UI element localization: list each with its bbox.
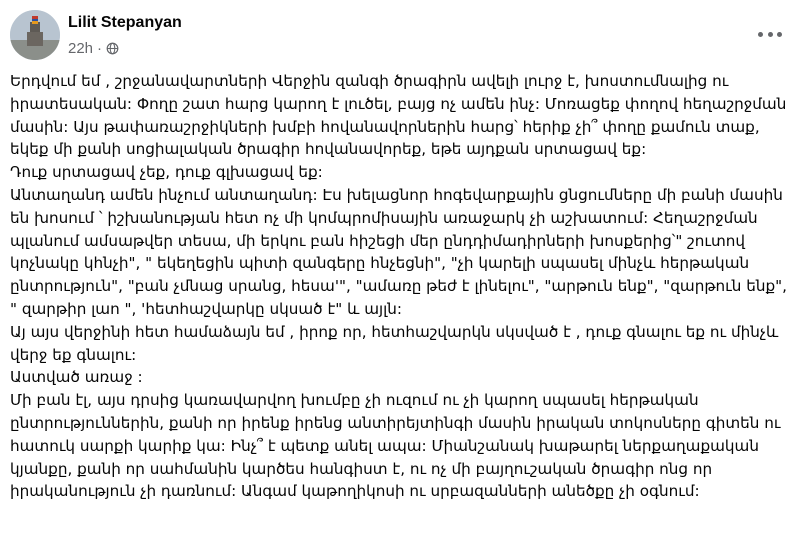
paragraph: Մի բան էլ, այս դրսից կառավարվող խումբը չի ուզում ու չի կարող սպասել հերթական ընտրություններին, քանի որ իրենք իրենց անտիրեյտինգի մասին իրական տոկոսները գիտեն ու հատուկ սարքի կարիք կա: Ինչ՞ է պետք անել ապա: Միանշանակ խաթարել ներքաղաքական կյանքը, քանի որ սահմանին կարծես հանգիստ է, ու ոչ մի բայղուշական ծրագիր ոնց որ իրականություն չի դառնում: Անգամ կաթողիկոսի ու սրբազանների անեծքը չի օգնում: [10, 391, 781, 501]
post-time[interactable]: 22h [68, 40, 94, 57]
paragraph: Անտաղանդ ամեն ինչում անտաղանդ: Էս խելացնոր հոգեվարքային ցնցումները մի բանի մասին են խոսում ՝ իշխանության հետ ոչ մի կոմպրոմիսային առաջարկ չի աշխատում: Հեղաշրջման պլանում ամսաթվեր տեսա, մի երկու բան հիշեցի մեր ընդդիմադիրների խոսքերից՝" շուտով կոչնակը կհնչի", " եկեղեցին պիտի զանգերը հնչեցնի", "չի կարելի սպասել մինչև հերթական ընտրություն", "բան չմնաց սրանց, հեսա'", "ամառը թեժ է լինելու", "արթուն ենք", "զարթուն ենք", " զարթիր լաո ", 'հետհաշվարկը սկսած է" և այլն: [10, 185, 787, 318]
paragraph: Դուք սրտացավ չեք, դուք գլխացավ եք: [10, 163, 323, 182]
post-text [10, 70, 792, 503]
author-name[interactable]: Lilit Stepanyan [68, 14, 182, 31]
post-meta [68, 40, 119, 57]
globe-icon [106, 42, 119, 55]
avatar[interactable] [10, 10, 60, 60]
post-header [10, 10, 790, 66]
meta-separator: · [97, 40, 103, 57]
paragraph: Երդվում եմ , շրջանավարտների Վերջին զանգի ծրագիրն ավելի լուրջ է, խոստումնալից ու իրատեսական: Փողը շատ հարց կարող է լուծել, բայց ոչ ամեն ինչ: Մոռացեք փողով հեղաշրջման մասին: Այս թափառաշրջիկների խմբի հովանավորներին հարց՝ հերիք չի՞ փողը քամուն տաք, եկեք մի քանի սոցիալական ծրագիր հովանավորեք, եթե այդքան սրտացավ եք: [10, 72, 787, 159]
profile-photo [10, 10, 60, 60]
paragraph: Աստված առաջ : [10, 368, 143, 387]
more-options-icon[interactable] [758, 28, 782, 40]
paragraph: Այ այս վերջինի հետ համաձայն եմ , իրոք որ, հետհաշվարկն սկսված է , դուք գնալու եք ու մինչև վերջ եք գնալու: [10, 322, 779, 364]
